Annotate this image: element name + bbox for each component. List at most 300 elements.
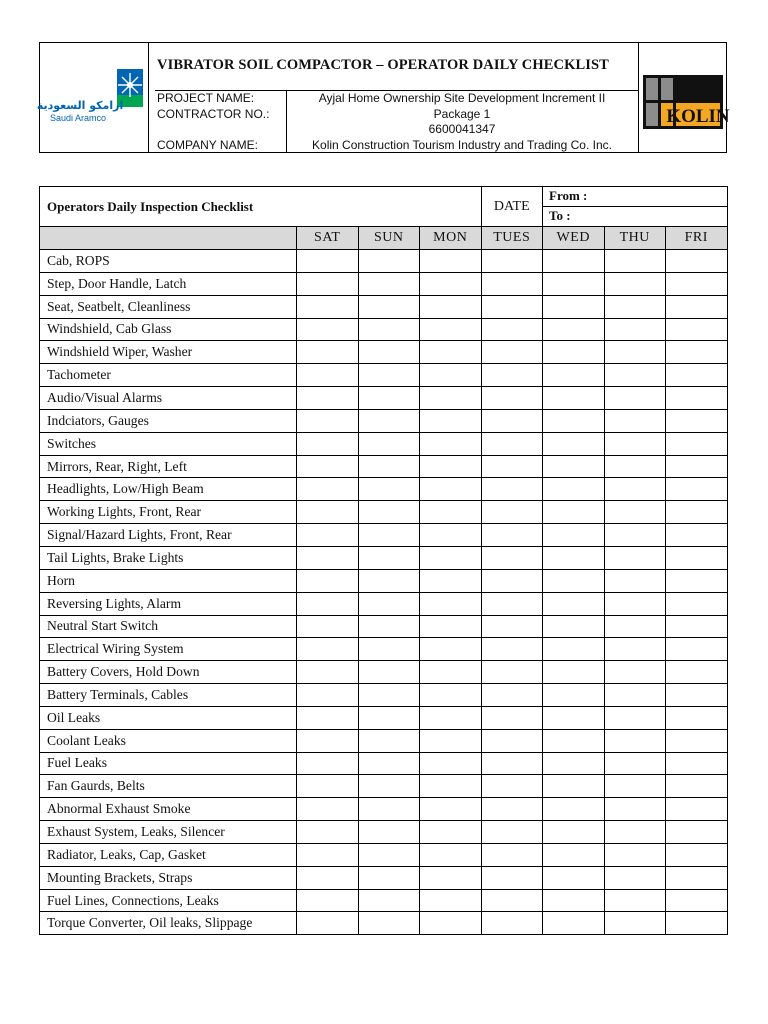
check-cell-sat[interactable] [297,250,359,273]
check-cell-tues[interactable] [481,546,543,569]
check-cell-tues[interactable] [481,798,543,821]
check-cell-sun[interactable] [358,821,420,844]
check-cell-sat[interactable] [297,295,359,318]
check-cell-mon[interactable] [420,524,482,547]
check-cell-thu[interactable] [604,387,666,410]
check-cell-thu[interactable] [604,592,666,615]
check-cell-sat[interactable] [297,843,359,866]
check-cell-mon[interactable] [420,821,482,844]
aramco-english-text: Saudi Aramco [49,113,107,123]
check-cell-sat[interactable] [297,387,359,410]
check-cell-sat[interactable] [297,798,359,821]
check-cell-sat[interactable] [297,569,359,592]
check-cell-thu[interactable] [604,272,666,295]
check-cell-mon[interactable] [420,272,482,295]
check-cell-sat[interactable] [297,615,359,638]
checklist-item-label: Cab, ROPS [40,250,297,273]
title-cell [149,43,639,152]
check-cell-wed[interactable] [543,752,605,775]
check-cell-sat[interactable] [297,684,359,707]
check-cell-tues[interactable] [481,569,543,592]
company-name-label: COMPANY NAME: [157,137,258,152]
check-cell-fri[interactable] [666,638,728,661]
kolin-logo-cell [638,43,730,152]
check-cell-fri[interactable] [666,501,728,524]
check-cell-mon[interactable] [420,592,482,615]
date-range-cell [543,187,728,227]
check-cell-fri[interactable] [666,615,728,638]
check-cell-wed[interactable] [543,729,605,752]
info-labels [157,91,287,153]
check-cell-thu[interactable] [604,409,666,432]
checklist-row [40,250,728,273]
check-cell-tues[interactable] [481,843,543,866]
check-cell-mon[interactable] [420,684,482,707]
check-cell-thu[interactable] [604,706,666,729]
check-cell-wed[interactable] [543,843,605,866]
check-cell-sun[interactable] [358,478,420,501]
check-cell-sat[interactable] [297,775,359,798]
check-cell-tues[interactable] [481,409,543,432]
check-cell-sun[interactable] [358,295,420,318]
check-cell-sun[interactable] [358,798,420,821]
check-cell-thu[interactable] [604,638,666,661]
check-cell-fri[interactable] [666,387,728,410]
check-cell-tues[interactable] [481,501,543,524]
check-cell-mon[interactable] [420,501,482,524]
check-cell-sat[interactable] [297,729,359,752]
check-cell-sat[interactable] [297,318,359,341]
check-cell-tues[interactable] [481,387,543,410]
kolin-logo-text: KOLIN [666,106,730,127]
checklist-row [40,866,728,889]
check-cell-sat[interactable] [297,889,359,912]
checklist-item-label: Audio/Visual Alarms [40,387,297,410]
check-cell-thu[interactable] [604,866,666,889]
check-cell-sat[interactable] [297,524,359,547]
check-cell-sun[interactable] [358,866,420,889]
check-cell-thu[interactable] [604,729,666,752]
checklist-row [40,272,728,295]
checklist-item-label: Fan Gaurds, Belts [40,775,297,798]
check-cell-wed[interactable] [543,272,605,295]
check-cell-fri[interactable] [666,752,728,775]
check-cell-sat[interactable] [297,752,359,775]
check-cell-thu[interactable] [604,752,666,775]
checklist-item-label: Seat, Seatbelt, Cleanliness [40,295,297,318]
check-cell-tues[interactable] [481,295,543,318]
check-cell-thu[interactable] [604,615,666,638]
check-cell-mon[interactable] [420,706,482,729]
check-cell-fri[interactable] [666,272,728,295]
check-cell-wed[interactable] [543,364,605,387]
document-header [36,42,730,153]
project-package-value: Package 1 [433,106,491,121]
aramco-logo-cell [36,43,149,152]
checklist-item-label: Headlights, Low/High Beam [40,478,297,501]
check-cell-thu[interactable] [604,341,666,364]
checklist-item-label: Indciators, Gauges [40,409,297,432]
checklist-row [40,478,728,501]
check-cell-sat[interactable] [297,432,359,455]
day-header-sat: SAT [297,227,359,250]
spacer [157,122,287,138]
checklist-item-label: Battery Covers, Hold Down [40,661,297,684]
check-cell-wed[interactable] [543,478,605,501]
check-cell-thu[interactable] [604,684,666,707]
checklist-item-label: Switches [40,432,297,455]
check-cell-fri[interactable] [666,318,728,341]
check-cell-sun[interactable] [358,387,420,410]
checklist-row [40,729,728,752]
check-cell-sun[interactable] [358,729,420,752]
check-cell-mon[interactable] [420,752,482,775]
day-header-fri: FRI [666,227,728,250]
check-cell-wed[interactable] [543,798,605,821]
check-cell-mon[interactable] [420,409,482,432]
check-cell-sat[interactable] [297,455,359,478]
check-cell-tues[interactable] [481,478,543,501]
check-cell-mon[interactable] [420,569,482,592]
check-cell-sun[interactable] [358,432,420,455]
aramco-star-icon [36,67,147,127]
check-cell-fri[interactable] [666,592,728,615]
check-cell-wed[interactable] [543,638,605,661]
date-label: DATE [481,187,543,227]
check-cell-fri[interactable] [666,341,728,364]
check-cell-tues[interactable] [481,250,543,273]
check-cell-sun[interactable] [358,638,420,661]
check-cell-mon[interactable] [420,638,482,661]
checklist-title: Operators Daily Inspection Checklist [40,187,482,227]
check-cell-mon[interactable] [420,729,482,752]
check-cell-mon[interactable] [420,775,482,798]
checklist-item-label: Step, Door Handle, Latch [40,272,297,295]
check-cell-tues[interactable] [481,821,543,844]
check-cell-sat[interactable] [297,364,359,387]
check-cell-sat[interactable] [297,821,359,844]
checklist-row [40,798,728,821]
checklist-row [40,752,728,775]
checklist-row [40,364,728,387]
check-cell-fri[interactable] [666,432,728,455]
check-cell-mon[interactable] [420,889,482,912]
checklist-item-label: Horn [40,569,297,592]
check-cell-thu[interactable] [604,524,666,547]
from-label: From : [549,188,588,203]
check-cell-tues[interactable] [481,432,543,455]
check-cell-wed[interactable] [543,501,605,524]
check-cell-wed[interactable] [543,592,605,615]
check-cell-sat[interactable] [297,409,359,432]
check-cell-wed[interactable] [543,295,605,318]
checklist-row [40,889,728,912]
check-cell-sun[interactable] [358,524,420,547]
contractor-no-label: CONTRACTOR NO.: [157,106,270,121]
check-cell-mon[interactable] [420,546,482,569]
check-cell-tues[interactable] [481,661,543,684]
check-cell-sat[interactable] [297,661,359,684]
check-cell-mon[interactable] [420,615,482,638]
date-from-field[interactable] [543,187,727,207]
inspection-checklist-table [39,186,728,935]
check-cell-tues[interactable] [481,638,543,661]
check-cell-mon[interactable] [420,866,482,889]
checklist-row [40,661,728,684]
info-divider [286,90,287,152]
check-cell-mon[interactable] [420,455,482,478]
check-cell-sun[interactable] [358,889,420,912]
check-cell-fri[interactable] [666,524,728,547]
checklist-item-label: Fuel Lines, Connections, Leaks [40,889,297,912]
check-cell-thu[interactable] [604,546,666,569]
check-cell-sat[interactable] [297,272,359,295]
check-cell-wed[interactable] [543,546,605,569]
checklist-item-label: Electrical Wiring System [40,638,297,661]
check-cell-sat[interactable] [297,638,359,661]
check-cell-tues[interactable] [481,524,543,547]
check-cell-wed[interactable] [543,661,605,684]
check-cell-wed[interactable] [543,569,605,592]
check-cell-sat[interactable] [297,592,359,615]
check-cell-mon[interactable] [420,250,482,273]
checklist-row [40,638,728,661]
check-cell-fri[interactable] [666,569,728,592]
check-cell-fri[interactable] [666,775,728,798]
check-cell-sun[interactable] [358,318,420,341]
check-cell-sun[interactable] [358,615,420,638]
checklist-item-label: Coolant Leaks [40,729,297,752]
check-cell-sun[interactable] [358,501,420,524]
check-cell-mon[interactable] [420,318,482,341]
check-cell-sat[interactable] [297,546,359,569]
checklist-row [40,706,728,729]
check-cell-sat[interactable] [297,478,359,501]
day-header-tues: TUES [481,227,543,250]
checklist-item-label: Windshield, Cab Glass [40,318,297,341]
checklist-item-label: Fuel Leaks [40,752,297,775]
check-cell-thu[interactable] [604,661,666,684]
check-cell-mon[interactable] [420,798,482,821]
checklist-row [40,318,728,341]
check-cell-sun[interactable] [358,843,420,866]
check-cell-fri[interactable] [666,889,728,912]
check-cell-thu[interactable] [604,798,666,821]
check-cell-fri[interactable] [666,409,728,432]
check-cell-tues[interactable] [481,684,543,707]
check-cell-wed[interactable] [543,409,605,432]
check-cell-fri[interactable] [666,866,728,889]
day-header-sun: SUN [358,227,420,250]
check-cell-sun[interactable] [358,706,420,729]
aramco-arabic-text: ارامكو السعودية [36,99,124,112]
checklist-item-label: Signal/Hazard Lights, Front, Rear [40,524,297,547]
check-cell-sun[interactable] [358,250,420,273]
check-cell-mon[interactable] [420,661,482,684]
check-cell-wed[interactable] [543,775,605,798]
checklist-row [40,387,728,410]
check-cell-mon[interactable] [420,478,482,501]
check-cell-tues[interactable] [481,272,543,295]
check-cell-fri[interactable] [666,706,728,729]
check-cell-wed[interactable] [543,524,605,547]
check-cell-mon[interactable] [420,295,482,318]
check-cell-fri[interactable] [666,843,728,866]
check-cell-wed[interactable] [543,912,605,935]
checklist-row [40,432,728,455]
checklist-item-label: Working Lights, Front, Rear [40,501,297,524]
check-cell-fri[interactable] [666,661,728,684]
check-cell-wed[interactable] [543,387,605,410]
check-cell-wed[interactable] [543,318,605,341]
to-label: To : [549,208,571,223]
check-cell-tues[interactable] [481,912,543,935]
check-cell-thu[interactable] [604,912,666,935]
checklist-item-label: Neutral Start Switch [40,615,297,638]
checklist-row [40,409,728,432]
check-cell-tues[interactable] [481,318,543,341]
project-name-label: PROJECT NAME: [157,91,255,105]
check-cell-fri[interactable] [666,478,728,501]
check-cell-sun[interactable] [358,546,420,569]
check-cell-thu[interactable] [604,455,666,478]
check-cell-tues[interactable] [481,775,543,798]
check-cell-fri[interactable] [666,455,728,478]
check-cell-fri[interactable] [666,821,728,844]
check-cell-mon[interactable] [420,387,482,410]
check-cell-sat[interactable] [297,706,359,729]
check-cell-wed[interactable] [543,432,605,455]
check-cell-fri[interactable] [666,546,728,569]
checklist-item-label: Tachometer [40,364,297,387]
check-cell-sun[interactable] [358,684,420,707]
check-cell-sun[interactable] [358,569,420,592]
check-cell-thu[interactable] [604,432,666,455]
check-cell-sat[interactable] [297,912,359,935]
check-cell-fri[interactable] [666,250,728,273]
check-cell-wed[interactable] [543,341,605,364]
checklist-item-label: Mounting Brackets, Straps [40,866,297,889]
document-title: VIBRATOR SOIL COMPACTOR – OPERATOR DAILY CHECKLIST [157,57,609,73]
check-cell-tues[interactable] [481,455,543,478]
check-cell-wed[interactable] [543,866,605,889]
check-cell-fri[interactable] [666,729,728,752]
check-cell-tues[interactable] [481,729,543,752]
checklist-item-label: Windshield Wiper, Washer [40,341,297,364]
check-cell-sun[interactable] [358,341,420,364]
check-cell-thu[interactable] [604,889,666,912]
checklist-item-label: Battery Terminals, Cables [40,684,297,707]
check-cell-mon[interactable] [420,364,482,387]
check-cell-wed[interactable] [543,706,605,729]
checklist-row [40,501,728,524]
check-cell-sun[interactable] [358,752,420,775]
check-cell-sun[interactable] [358,364,420,387]
kolin-squares-icon [643,75,730,129]
check-cell-mon[interactable] [420,341,482,364]
check-cell-mon[interactable] [420,843,482,866]
check-cell-fri[interactable] [666,364,728,387]
check-cell-tues[interactable] [481,706,543,729]
check-cell-sun[interactable] [358,455,420,478]
check-cell-wed[interactable] [543,821,605,844]
checklist-header-row [40,187,728,227]
check-cell-sat[interactable] [297,341,359,364]
checklist-item-label: Tail Lights, Brake Lights [40,546,297,569]
item-column-header [40,227,297,250]
day-header-row [40,227,728,250]
checklist-row [40,295,728,318]
checklist-row [40,843,728,866]
checklist-row [40,912,728,935]
check-cell-thu[interactable] [604,364,666,387]
check-cell-thu[interactable] [604,501,666,524]
check-cell-tues[interactable] [481,341,543,364]
check-cell-fri[interactable] [666,912,728,935]
check-cell-wed[interactable] [543,615,605,638]
day-header-wed: WED [543,227,605,250]
check-cell-tues[interactable] [481,615,543,638]
checklist-item-label: Reversing Lights, Alarm [40,592,297,615]
check-cell-tues[interactable] [481,889,543,912]
check-cell-fri[interactable] [666,798,728,821]
check-cell-tues[interactable] [481,364,543,387]
checklist-row [40,455,728,478]
check-cell-tues[interactable] [481,866,543,889]
checklist-item-label: Radiator, Leaks, Cap, Gasket [40,843,297,866]
checklist-item-label: Torque Converter, Oil leaks, Slippage [40,912,297,935]
check-cell-thu[interactable] [604,821,666,844]
check-cell-wed[interactable] [543,889,605,912]
info-values [289,91,635,153]
checklist-row [40,341,728,364]
check-cell-tues[interactable] [481,752,543,775]
check-cell-sun[interactable] [358,912,420,935]
check-cell-sun[interactable] [358,775,420,798]
check-cell-thu[interactable] [604,250,666,273]
check-cell-fri[interactable] [666,295,728,318]
check-cell-sat[interactable] [297,866,359,889]
checklist-row [40,821,728,844]
checklist-row [40,592,728,615]
company-name-value: Kolin Construction Tourism Industry and Trading Co. Inc. [312,137,612,152]
project-name-value: Ayjal Home Ownership Site Development Increment II [318,91,606,105]
check-cell-tues[interactable] [481,592,543,615]
check-cell-thu[interactable] [604,478,666,501]
checklist-item-label: Abnormal Exhaust Smoke [40,798,297,821]
check-cell-thu[interactable] [604,775,666,798]
check-cell-wed[interactable] [543,684,605,707]
check-cell-thu[interactable] [604,318,666,341]
check-cell-thu[interactable] [604,569,666,592]
check-cell-fri[interactable] [666,684,728,707]
check-cell-sun[interactable] [358,409,420,432]
checklist-item-label: Mirrors, Rear, Right, Left [40,455,297,478]
check-cell-wed[interactable] [543,250,605,273]
check-cell-mon[interactable] [420,912,482,935]
check-cell-sun[interactable] [358,661,420,684]
check-cell-sun[interactable] [358,272,420,295]
checklist-item-label: Oil Leaks [40,706,297,729]
check-cell-sun[interactable] [358,592,420,615]
check-cell-thu[interactable] [604,295,666,318]
check-cell-sat[interactable] [297,501,359,524]
check-cell-wed[interactable] [543,455,605,478]
check-cell-mon[interactable] [420,432,482,455]
check-cell-thu[interactable] [604,843,666,866]
checklist-row [40,615,728,638]
date-to-field[interactable] [543,207,727,226]
